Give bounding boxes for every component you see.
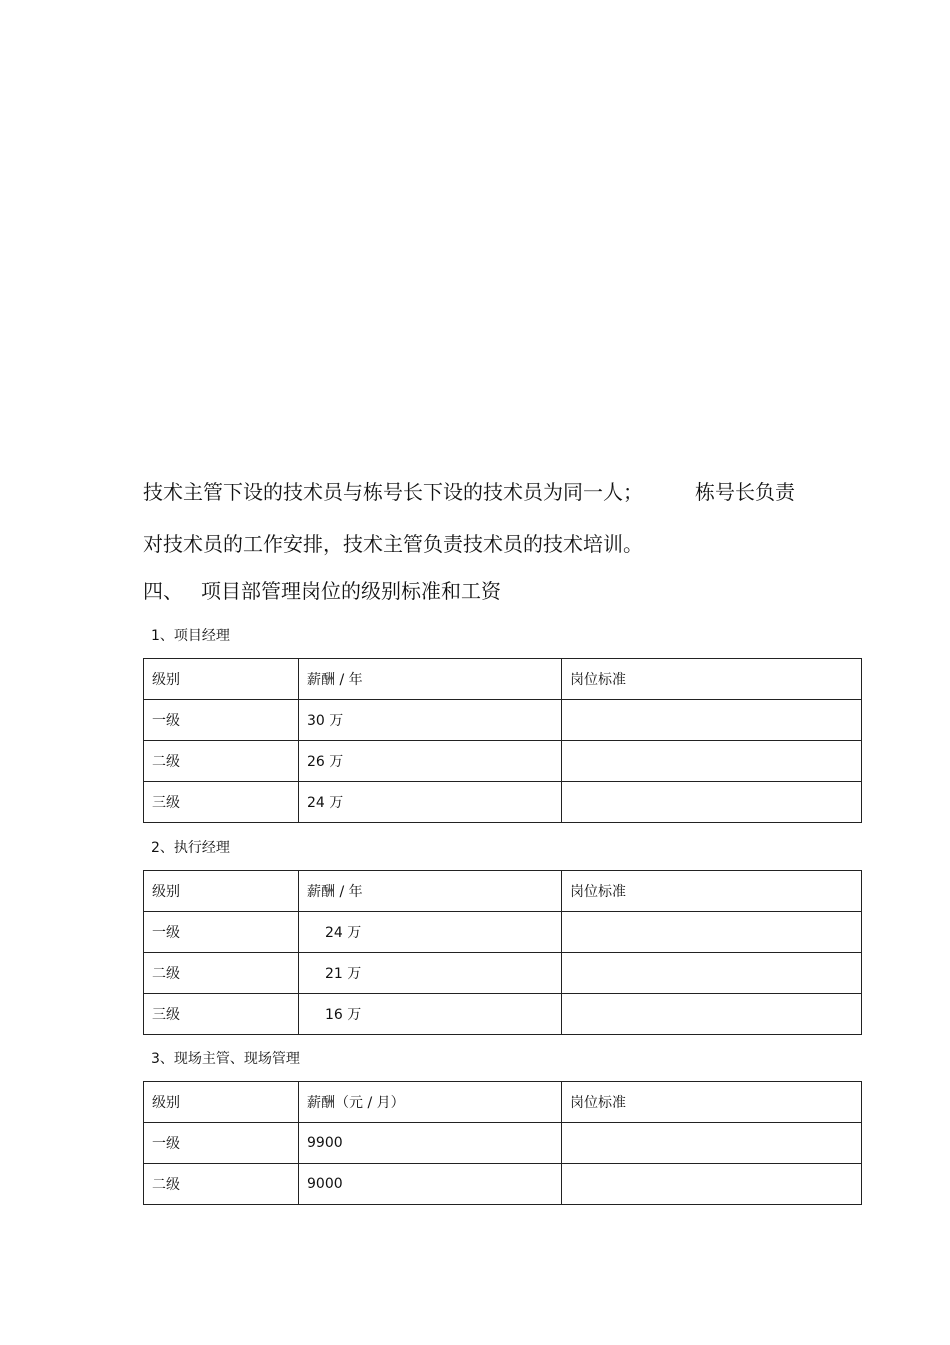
cell-level: 三级: [144, 994, 299, 1035]
table-row: [144, 994, 862, 1035]
cell-salary: 24 万: [299, 782, 562, 823]
cell-standard: [562, 994, 862, 1035]
table-row: [144, 741, 862, 782]
header-salary: 薪酬（元 / 月）: [299, 1082, 562, 1123]
cell-level: 一级: [144, 912, 299, 953]
table-row: [144, 953, 862, 994]
table-caption-site-supervisor: 3、现场主管、现场管理: [151, 1051, 300, 1067]
cell-level: 二级: [144, 1164, 299, 1205]
cell-standard: [562, 912, 862, 953]
table-row: [144, 782, 862, 823]
table-caption-project-manager: 1、项目经理: [151, 628, 230, 644]
intro-line-1-right: 栋号长负责: [695, 480, 795, 504]
header-salary: 薪酬 / 年: [299, 659, 562, 700]
table-header-row: [144, 1082, 862, 1123]
section-heading: [143, 579, 501, 603]
cell-salary: 24 万: [299, 912, 562, 953]
cell-standard: [562, 741, 862, 782]
table-header-row: [144, 659, 862, 700]
header-level: 级别: [144, 871, 299, 912]
cell-level: 三级: [144, 782, 299, 823]
cell-salary: 21 万: [299, 953, 562, 994]
header-level: 级别: [144, 659, 299, 700]
header-level: 级别: [144, 1082, 299, 1123]
intro-line-2: 对技术员的工作安排，技术主管负责技术员的技术培训。: [143, 532, 643, 556]
header-salary: 薪酬 / 年: [299, 871, 562, 912]
cell-standard: [562, 700, 862, 741]
intro-line-1-left: 技术主管下设的技术员与栋号长下设的技术员为同一人；: [143, 480, 643, 504]
cell-level: 一级: [144, 700, 299, 741]
cell-salary: 16 万: [299, 994, 562, 1035]
salary-table-site-supervisor: [143, 1081, 862, 1205]
cell-standard: [562, 953, 862, 994]
table-header-row: [144, 871, 862, 912]
header-standard: 岗位标准: [562, 1082, 862, 1123]
cell-salary: 30 万: [299, 700, 562, 741]
cell-salary: 9000: [299, 1164, 562, 1205]
header-standard: 岗位标准: [562, 871, 862, 912]
table-caption-executive-manager: 2、执行经理: [151, 840, 230, 856]
table-row: [144, 700, 862, 741]
cell-standard: [562, 782, 862, 823]
section-title: 项目部管理岗位的级别标准和工资: [201, 579, 501, 603]
cell-level: 二级: [144, 741, 299, 782]
cell-salary: 9900: [299, 1123, 562, 1164]
header-standard: 岗位标准: [562, 659, 862, 700]
table-row: [144, 912, 862, 953]
table-row: [144, 1164, 862, 1205]
cell-standard: [562, 1164, 862, 1205]
salary-table-executive-manager: [143, 870, 862, 1035]
cell-standard: [562, 1123, 862, 1164]
salary-table-project-manager: [143, 658, 862, 823]
cell-salary: 26 万: [299, 741, 562, 782]
table-row: [144, 1123, 862, 1164]
cell-level: 一级: [144, 1123, 299, 1164]
cell-level: 二级: [144, 953, 299, 994]
section-number: 四、: [143, 579, 183, 603]
